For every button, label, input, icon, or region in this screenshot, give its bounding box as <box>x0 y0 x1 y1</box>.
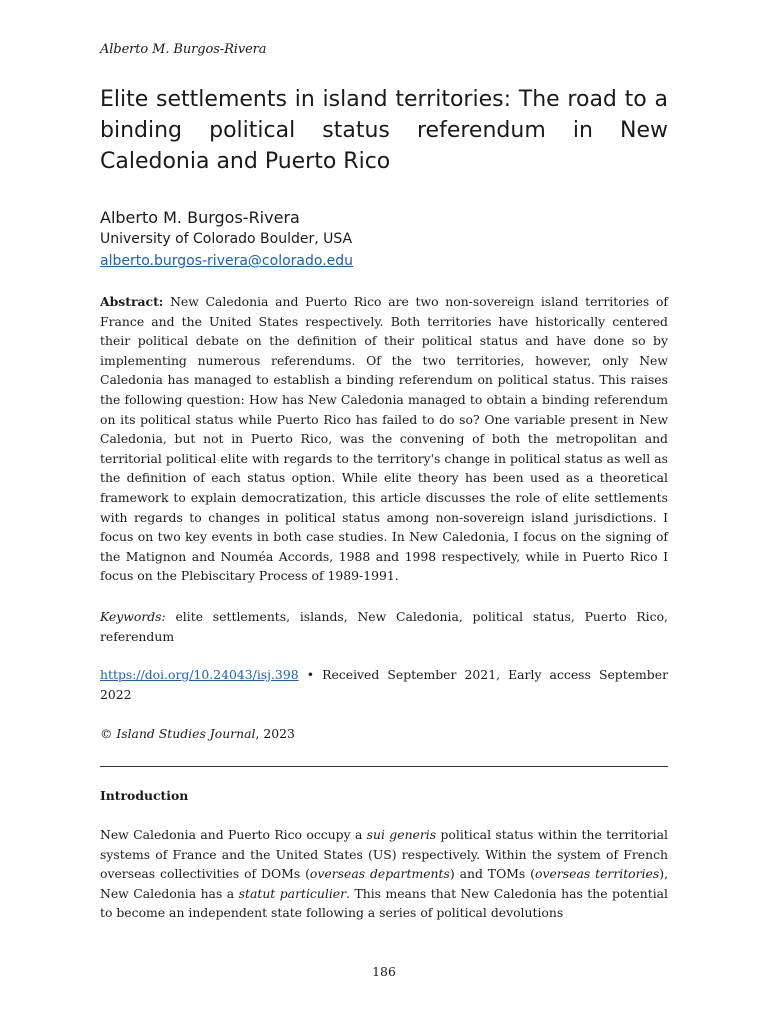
journal-name: Island Studies Journal <box>116 726 256 741</box>
copyright-year: , 2023 <box>255 726 295 741</box>
author-affiliation: University of Colorado Boulder, USA <box>100 231 353 247</box>
copyright-symbol: © <box>100 726 113 741</box>
author-block <box>100 207 353 272</box>
intro-text: New Caledonia and Puerto Rico occupy a <box>100 827 367 842</box>
intro-text: ), New Caledonia has a <box>100 866 669 901</box>
doi-link[interactable]: https://doi.org/10.24043/isj.398 <box>100 667 299 682</box>
keywords <box>100 607 668 646</box>
intro-text: ) and TOMs ( <box>449 866 536 882</box>
running-head: Alberto M. Burgos-Rivera <box>100 42 267 57</box>
intro-italic-term: statut particulier <box>238 885 347 901</box>
copyright <box>100 724 295 744</box>
intro-text: . This means that New Caledonia has the potential to become an independent state following a series of political devolutions <box>100 885 669 921</box>
bullet-separator: • <box>306 667 315 682</box>
abstract-text: New Caledonia and Puerto Rico are two non-sovereign island territories of France and the United States respectively. Both territories have historically centered their political debate on the definition of their political status and have done so by implementing numerous referendums. Of the two territories, however, only New Caledonia has managed to establish a binding referendum on political status. This raises the following question: How has New Caledonia managed to obtain a binding referendum on its political status while Puerto Rico has failed to do so? One variable present in New Caledonia, but not in Puerto Rico, was the convening of both the metropolitan and territorial political elite with regards to the territory's change in political status as well as the definition of each status option. While elite theory has been used as a theoretical framework to explain democratization, this article discusses the role of elite settlements with regards to changes in political status among non-sovereign island jurisdictions. I focus on two key events in both case studies. In New Caledonia, I focus on the signing of the Matignon and Nouméa Accords, 1988 and 1998 respectively, while in Puerto Rico I focus on the Plebiscitary Process of 1989-1991. <box>100 294 668 584</box>
article-title: Elite settlements in island territories: The road to a binding political status referendum in New Caledonia and Puerto Rico <box>100 87 668 174</box>
page-number: 186 <box>372 964 396 979</box>
intro-text: political status within the territorial systems of France and the United States (US) respectively. Within the system of French overseas collectivities of DOMs ( <box>100 827 668 882</box>
section-heading-introduction: Introduction <box>100 788 189 803</box>
keywords-text: elite settlements, islands, New Caledonia, political status, Puerto Rico, referendum <box>100 609 668 644</box>
intro-italic-term: overseas departments <box>309 866 450 882</box>
abstract <box>100 292 668 586</box>
section-divider <box>100 766 668 767</box>
author-name: Alberto M. Burgos-Rivera <box>100 208 300 227</box>
intro-italic-term: sui generis <box>366 827 437 842</box>
publication-dates: Received September 2021, Early access September 2022 <box>100 667 668 702</box>
keywords-label: Keywords: <box>100 609 166 624</box>
abstract-label: Abstract: <box>100 294 164 309</box>
introduction-paragraph <box>100 825 668 923</box>
author-email-link[interactable]: alberto.burgos-rivera@colorado.edu <box>100 253 354 269</box>
publication-info <box>100 665 668 704</box>
intro-italic-term: overseas territories <box>535 866 660 882</box>
